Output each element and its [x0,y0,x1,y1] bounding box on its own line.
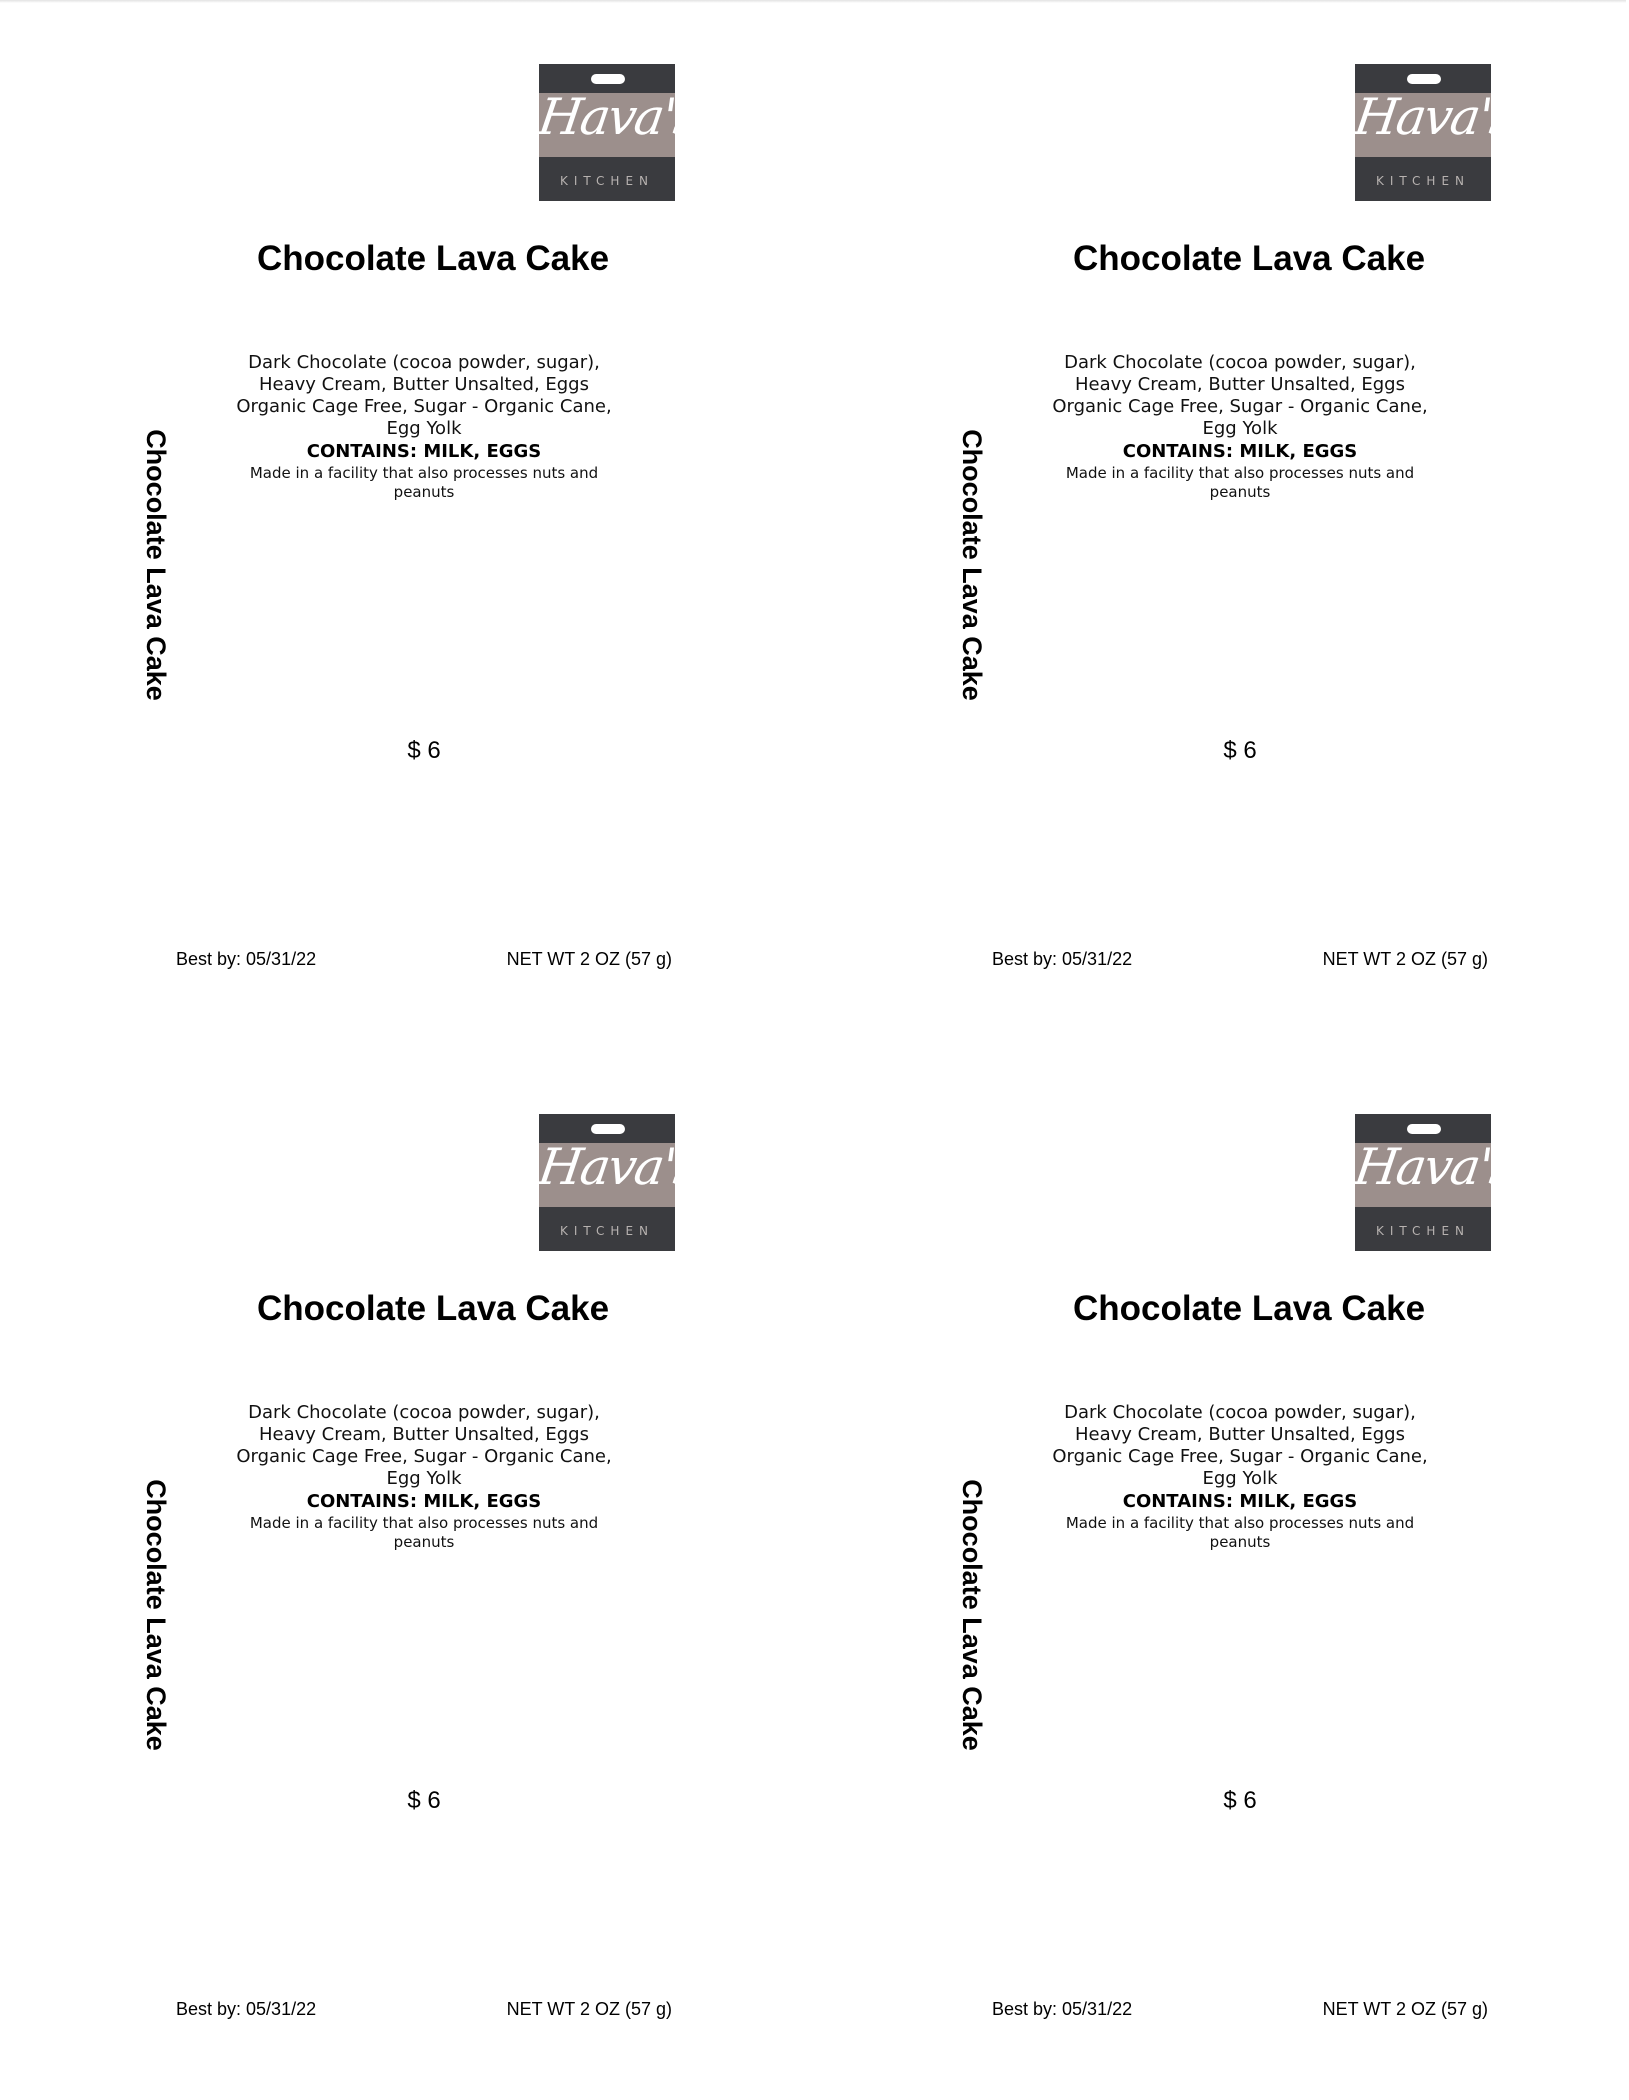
best-by-date: Best by: 05/31/22 [992,949,1133,969]
product-label [0,1050,813,2100]
facility-note: Made in a facility that also processes nuts and peanuts [249,1514,599,1551]
havas-kitchen-logo [534,1114,702,1251]
logo-subtitle: KITCHEN [1376,1224,1470,1238]
logo-script: Hava's [1350,1138,1518,1196]
side-product-name: Chocolate Lava Cake [957,1479,987,1751]
allergen-statement: CONTAINS: MILK, EGGS [1122,1491,1358,1512]
best-by-date: Best by: 05/31/22 [992,1999,1133,2019]
ingredients-list: Dark Chocolate (cocoa powder, sugar), Heavy Cream, Butter Unsalted, Eggs Organic Cage Free, Sugar - Organic Cane, Egg Yolk [1052,1402,1428,1489]
facility-note: Made in a facility that also processes nuts and peanuts [1065,1514,1415,1551]
ingredients-list: Dark Chocolate (cocoa powder, sugar), Heavy Cream, Butter Unsalted, Eggs Organic Cage Free, Sugar - Organic Cane, Egg Yolk [1052,352,1428,439]
havas-kitchen-logo [1350,64,1518,201]
product-name: Chocolate Lava Cake [1072,239,1426,278]
best-by-date: Best by: 05/31/22 [176,949,317,969]
logo-script: Hava's [534,88,702,146]
logo-script: Hava's [534,1138,702,1196]
side-product-name: Chocolate Lava Cake [141,429,171,701]
net-weight: NET WT 2 OZ (57 g) [1322,949,1488,969]
product-label [816,1050,1629,2100]
price: $ 6 [1223,1787,1257,1814]
product-name: Chocolate Lava Cake [256,239,610,278]
bag-handle-icon [1407,1124,1441,1134]
price: $ 6 [407,737,441,764]
product-name: Chocolate Lava Cake [1072,1289,1426,1328]
ingredients-list: Dark Chocolate (cocoa powder, sugar), Heavy Cream, Butter Unsalted, Eggs Organic Cage Free, Sugar - Organic Cane, Egg Yolk [236,1402,612,1489]
facility-note: Made in a facility that also processes nuts and peanuts [249,464,599,501]
havas-kitchen-logo [534,64,702,201]
allergen-statement: CONTAINS: MILK, EGGS [1122,441,1358,462]
net-weight: NET WT 2 OZ (57 g) [1322,1999,1488,2019]
logo-subtitle: KITCHEN [560,174,654,188]
allergen-statement: CONTAINS: MILK, EGGS [306,441,542,462]
product-label [816,0,1629,1050]
logo-script: Hava's [1350,88,1518,146]
side-product-name: Chocolate Lava Cake [141,1479,171,1751]
net-weight: NET WT 2 OZ (57 g) [506,949,672,969]
bag-handle-icon [591,1124,625,1134]
allergen-statement: CONTAINS: MILK, EGGS [306,1491,542,1512]
logo-subtitle: KITCHEN [560,1224,654,1238]
product-label [0,0,813,1050]
price: $ 6 [407,1787,441,1814]
bag-handle-icon [591,74,625,84]
side-product-name: Chocolate Lava Cake [957,429,987,701]
price: $ 6 [1223,737,1257,764]
product-name: Chocolate Lava Cake [256,1289,610,1328]
facility-note: Made in a facility that also processes nuts and peanuts [1065,464,1415,501]
ingredients-list: Dark Chocolate (cocoa powder, sugar), Heavy Cream, Butter Unsalted, Eggs Organic Cage Free, Sugar - Organic Cane, Egg Yolk [236,352,612,439]
bag-handle-icon [1407,74,1441,84]
net-weight: NET WT 2 OZ (57 g) [506,1999,672,2019]
logo-subtitle: KITCHEN [1376,174,1470,188]
havas-kitchen-logo [1350,1114,1518,1251]
best-by-date: Best by: 05/31/22 [176,1999,317,2019]
